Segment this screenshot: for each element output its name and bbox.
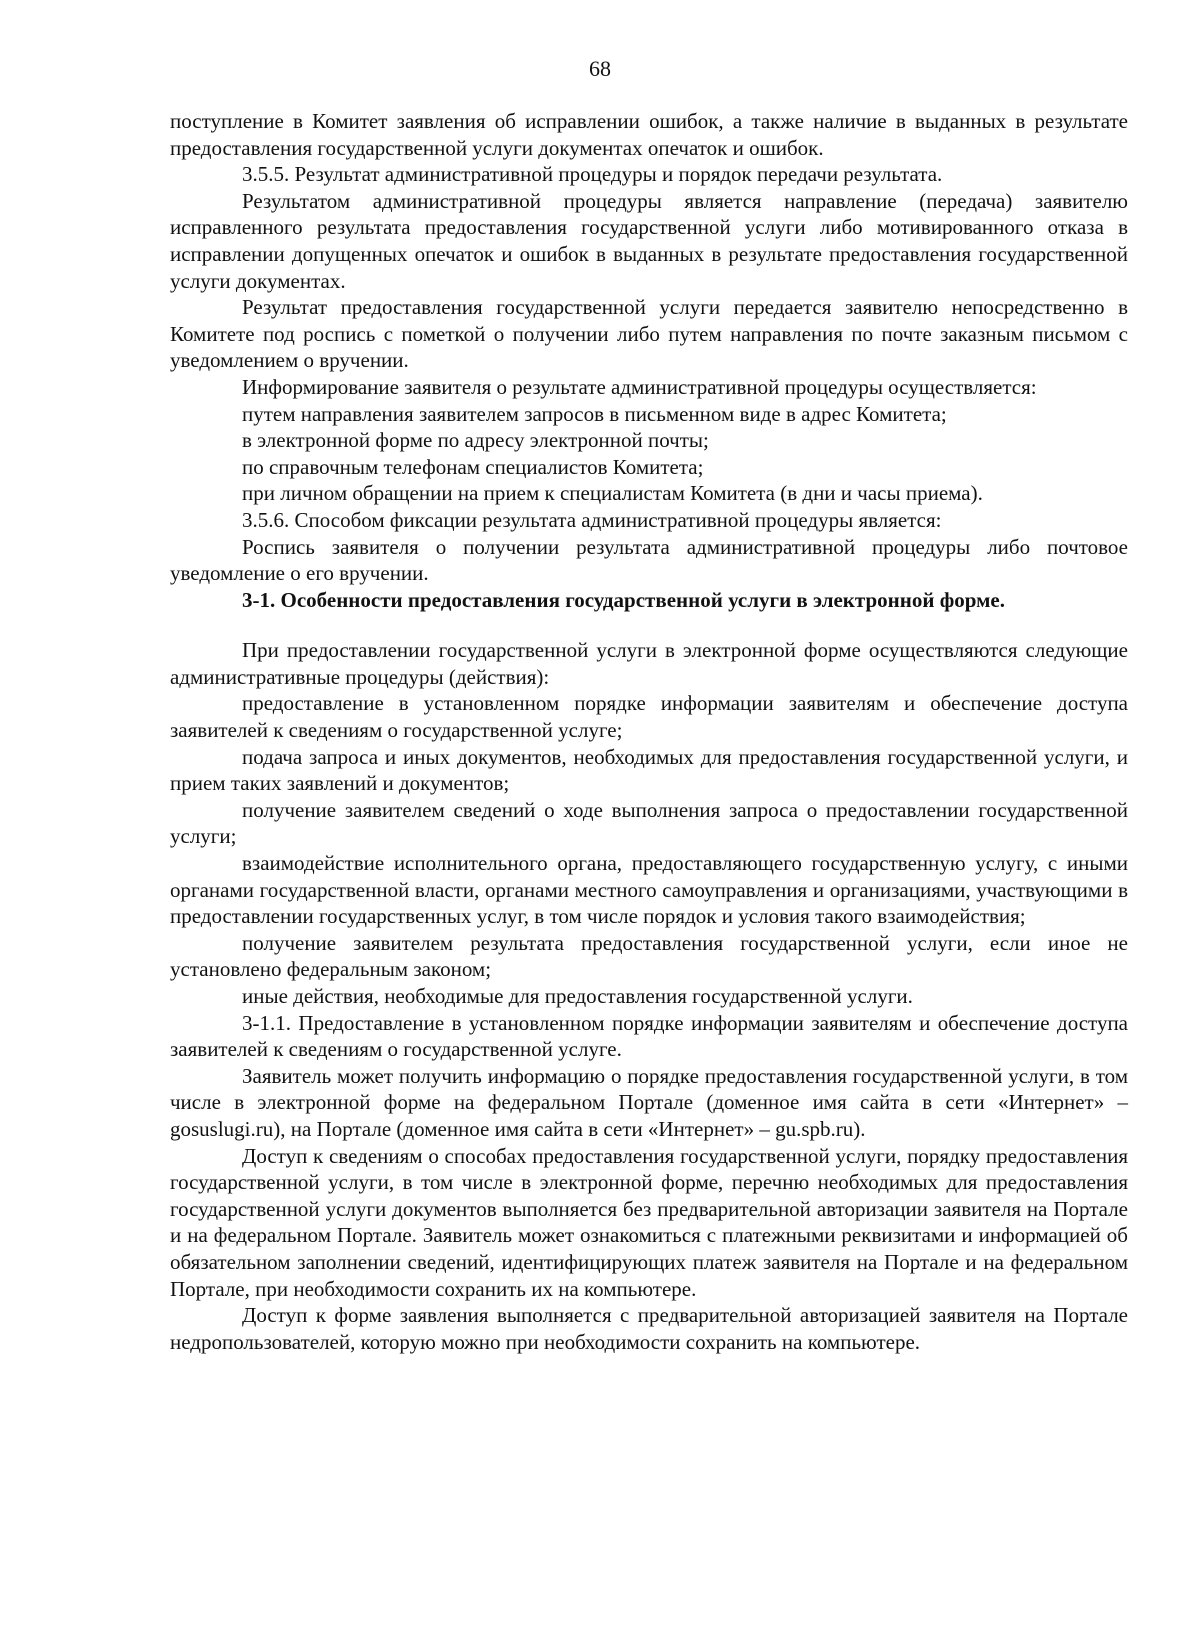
paragraph: 3.5.5. Результат административной процедуры и порядок передачи результата.	[242, 162, 943, 187]
paragraph: Роспись заявителя о получении результата административной процедуры либо почтовое уведомление о его вручении.	[170, 534, 1128, 586]
paragraph: предоставление в установленном порядке информации заявителям и обеспечение доступа заявителей к сведениям о государственной услуге;	[170, 691, 1128, 743]
paragraph: Доступ к форме заявления выполняется с предварительной авторизацией заявителя на Портале недропользователей, которую можно при необходимости сохранить на компьютере.	[170, 1303, 1128, 1354]
document-body	[170, 108, 1128, 1355]
paragraph: получение заявителем сведений о ходе выполнения запроса о предоставлении государственной услуги;	[170, 797, 1128, 849]
paragraph: при личном обращении на прием к специалистам Комитета (в дни и часы приема).	[242, 481, 983, 506]
paragraph: в электронной форме по адресу электронной почты;	[242, 428, 709, 453]
paragraph: получение заявителем результата предоставления государственной услуги, если иное не установлено федеральным законом;	[170, 930, 1128, 982]
section-heading: 3-1. Особенности предоставления государственной услуги в электронной форме.	[242, 587, 1005, 612]
section-3-5-paragraphs	[170, 108, 1128, 587]
paragraph: Заявитель может получить информацию о порядке предоставления государственной услуги, в том числе в электронной форме на федеральном Портале (доменное имя сайта в сети «Интернет» – gosuslugi.ru), на Портале (доменное имя сайта в сети «Интернет» – gu.spb.ru).	[170, 1063, 1128, 1141]
paragraph: Результат предоставления государственной услуги передается заявителю непосредственно в Комитете под роспись с пометкой о получении либо путем направления по почте заказным письмом с уведомлением о вручении.	[170, 295, 1128, 373]
page-number: 68	[589, 56, 611, 81]
paragraph: иные действия, необходимые для предоставления государственной услуги.	[242, 984, 913, 1008]
paragraph: Доступ к сведениям о способах предоставления государственной услуги, порядку предоставления государственной услуги, в том числе в электронной форме, перечню необходимых для предоставления государственной услуги документов выполняется без предварительной авторизации заявителя на Портале и на федеральном Портале. Заявитель может ознакомиться с платежными реквизитами и информацией об обязательном заполнении сведений, идентифицирующих платеж заявителя на Портале и на федеральном Портале, при необходимости сохранить их на компьютере.	[170, 1143, 1128, 1301]
paragraph: Результатом административной процедуры является направление (передача) заявителю исправленного результата предоставления государственной услуги либо мотивированного отказа в исправлении допущенных опечаток и ошибок в выданных в результате предоставления государственной услуги документах.	[170, 188, 1128, 293]
paragraph: путем направления заявителем запросов в письменном виде в адрес Комитета;	[242, 401, 947, 426]
paragraph: 3-1.1. Предоставление в установленном порядке информации заявителям и обеспечение доступа заявителей к сведениям о государственной услуге.	[170, 1010, 1128, 1062]
paragraph: поступление в Комитет заявления об исправлении ошибок, а также наличие в выданных в результате предоставления государственной услуги документах опечаток и ошибок.	[170, 109, 1128, 160]
paragraph: 3.5.6. Способом фиксации результата административной процедуры является:	[242, 507, 942, 532]
paragraph: подача запроса и иных документов, необходимых для предоставления государственной услуги, и прием таких заявлений и документов;	[170, 744, 1128, 796]
paragraph: Информирование заявителя о результате административной процедуры осуществляется:	[242, 374, 1037, 399]
paragraph: взаимодействие исполнительного органа, предоставляющего государственную услугу, с иными органами государственной власти, органами местного самоуправления и организациями, участвующими в предоставлении государственных услуг, в том числе порядок и условия такого взаимодействия;	[170, 851, 1128, 929]
paragraph: При предоставлении государственной услуги в электронной форме осуществляются следующие административные процедуры (действия):	[170, 638, 1128, 689]
paragraph: по справочным телефонам специалистов Комитета;	[242, 454, 704, 479]
section-3-1-paragraphs	[170, 637, 1128, 1355]
